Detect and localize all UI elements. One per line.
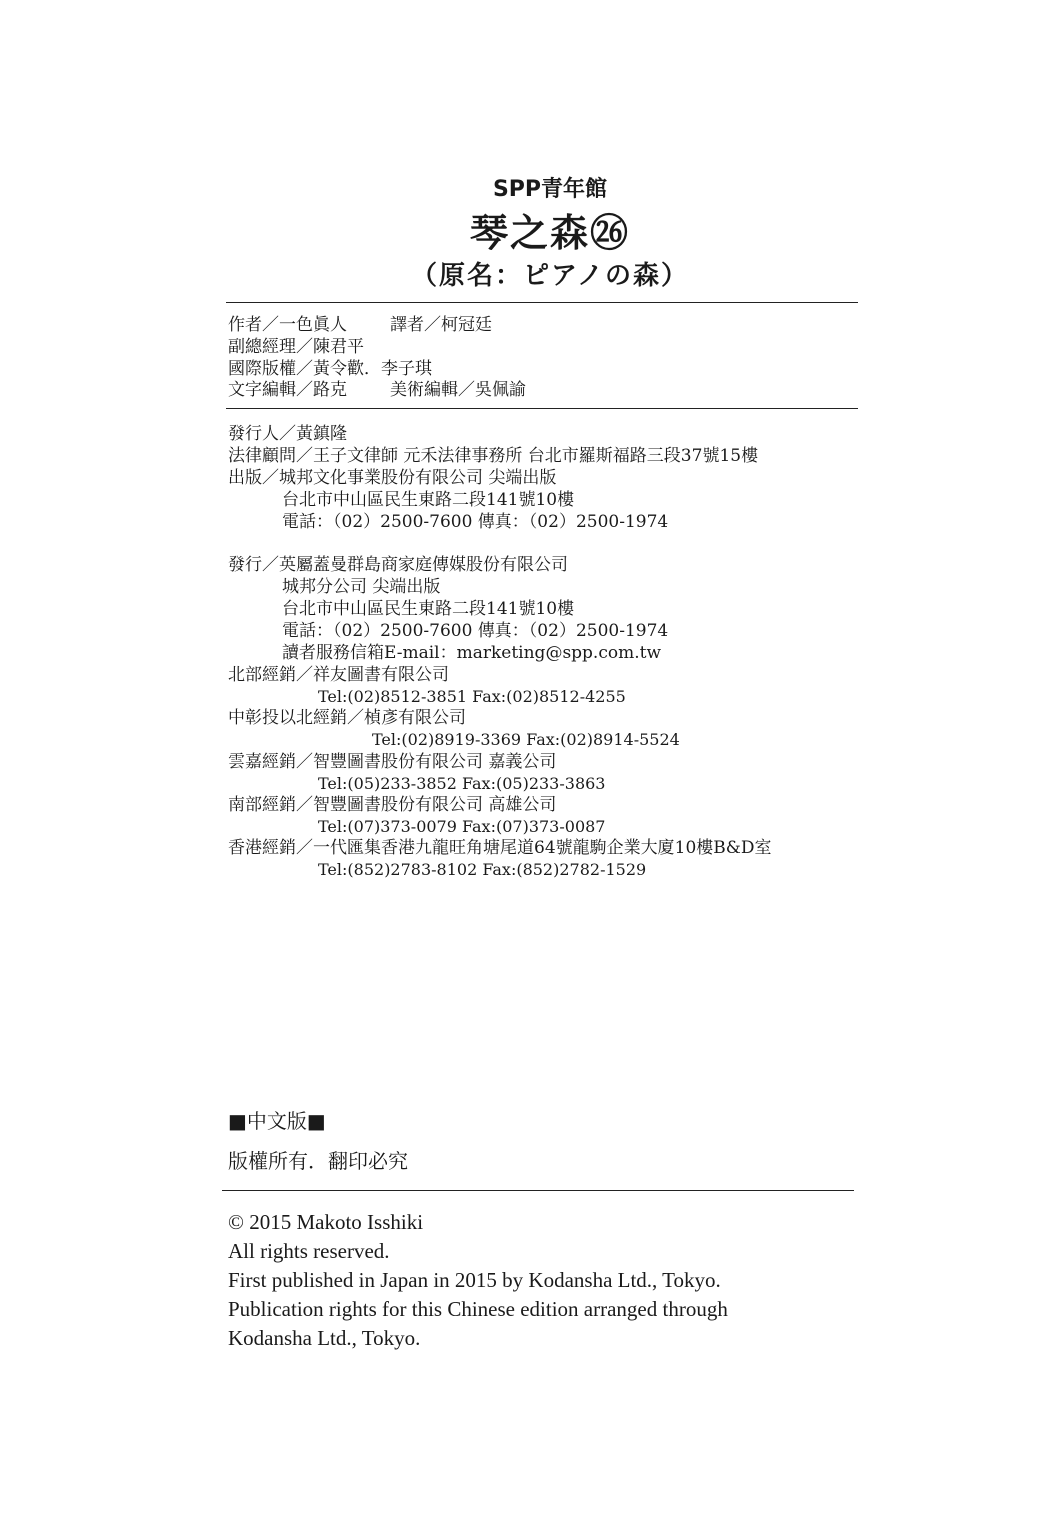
copyright-line-5: Kodansha Ltd., Tokyo. [228, 1326, 421, 1350]
north-distributor: 北部經銷／祥友圖書有限公司 [228, 665, 449, 685]
copyright-line-4: Publication rights for this Chinese edition arranged through [228, 1297, 728, 1321]
distributor: 發行／英屬蓋曼群島商家庭傳媒股份有限公司 [228, 555, 568, 575]
service-email: 讀者服務信箱E-mail：marketing@spp.com.tw [282, 643, 661, 663]
text-editor-credit: 文字編輯／路克 [228, 380, 347, 400]
series-name: SPP青年館 [492, 177, 608, 202]
branch-phone: 電話：（02）2500-7600 傳真：（02）2500-1974 [282, 621, 669, 641]
branch: 城邦分公司 尖端出版 [282, 577, 441, 597]
press-address: 台北市中山區民生東路二段141號10樓 [282, 490, 575, 510]
press-phone: 電話：（02）2500-7600 傳真：（02）2500-1974 [282, 512, 669, 532]
divider-middle [226, 408, 858, 409]
central-north-distributor: 中彰投以北經銷／楨彥有限公司 [228, 708, 466, 728]
branch-address: 台北市中山區民生東路二段141號10樓 [282, 599, 575, 619]
hongkong-contact: Tel:(852)2783-8102 Fax:(852)2782-1529 [318, 860, 647, 879]
south-contact: Tel:(07)373-0079 Fax:(07)373-0087 [318, 817, 606, 836]
author-credit: 作者／一色眞人 [228, 315, 347, 335]
yunjia-distributor: 雲嘉經銷／智豐圖書股份有限公司 嘉義公司 [228, 752, 557, 772]
copyright-line-3: First published in Japan in 2015 by Kodansha Ltd., Tokyo. [228, 1268, 721, 1292]
publisher-person: 發行人／黃鎮隆 [228, 424, 347, 444]
central-north-contact: Tel:(02)8919-3369 Fax:(02)8914-5524 [372, 730, 680, 749]
legal-counsel: 法律顧問／王子文律師 元禾法律事務所 台北市羅斯福路三段37號15樓 [228, 446, 759, 466]
divider-bottom [222, 1190, 854, 1191]
copyright-line-2: All rights reserved. [228, 1239, 390, 1263]
art-editor-credit: 美術編輯／吳佩諭 [390, 380, 526, 400]
translator-credit: 譯者／柯冠廷 [390, 315, 492, 335]
divider-top [226, 302, 858, 303]
south-distributor: 南部經銷／智豐圖書股份有限公司 高雄公司 [228, 795, 557, 815]
original-title: （原名：ピアノの森） [411, 261, 689, 291]
hongkong-distributor: 香港經銷／一代匯集香港九龍旺角塘尾道64號龍駒企業大廈10樓B&D室 [228, 838, 772, 858]
yunjia-contact: Tel:(05)233-3852 Fax:(05)233-3863 [318, 774, 606, 793]
book-title: 琴之森㉖ [469, 211, 630, 255]
rights-credit: 國際版權／黃令歡．李子琪 [228, 359, 432, 379]
press-name: 出版／城邦文化事業股份有限公司 尖端出版 [228, 468, 557, 488]
edition-label: ■中文版■ [228, 1109, 326, 1133]
edition-rights: 版權所有．翻印必究 [228, 1149, 408, 1173]
north-contact: Tel:(02)8512-3851 Fax:(02)8512-4255 [318, 687, 626, 706]
deputy-manager-credit: 副總經理／陳君平 [228, 337, 364, 357]
copyright-line-1: © 2015 Makoto Isshiki [228, 1210, 424, 1234]
